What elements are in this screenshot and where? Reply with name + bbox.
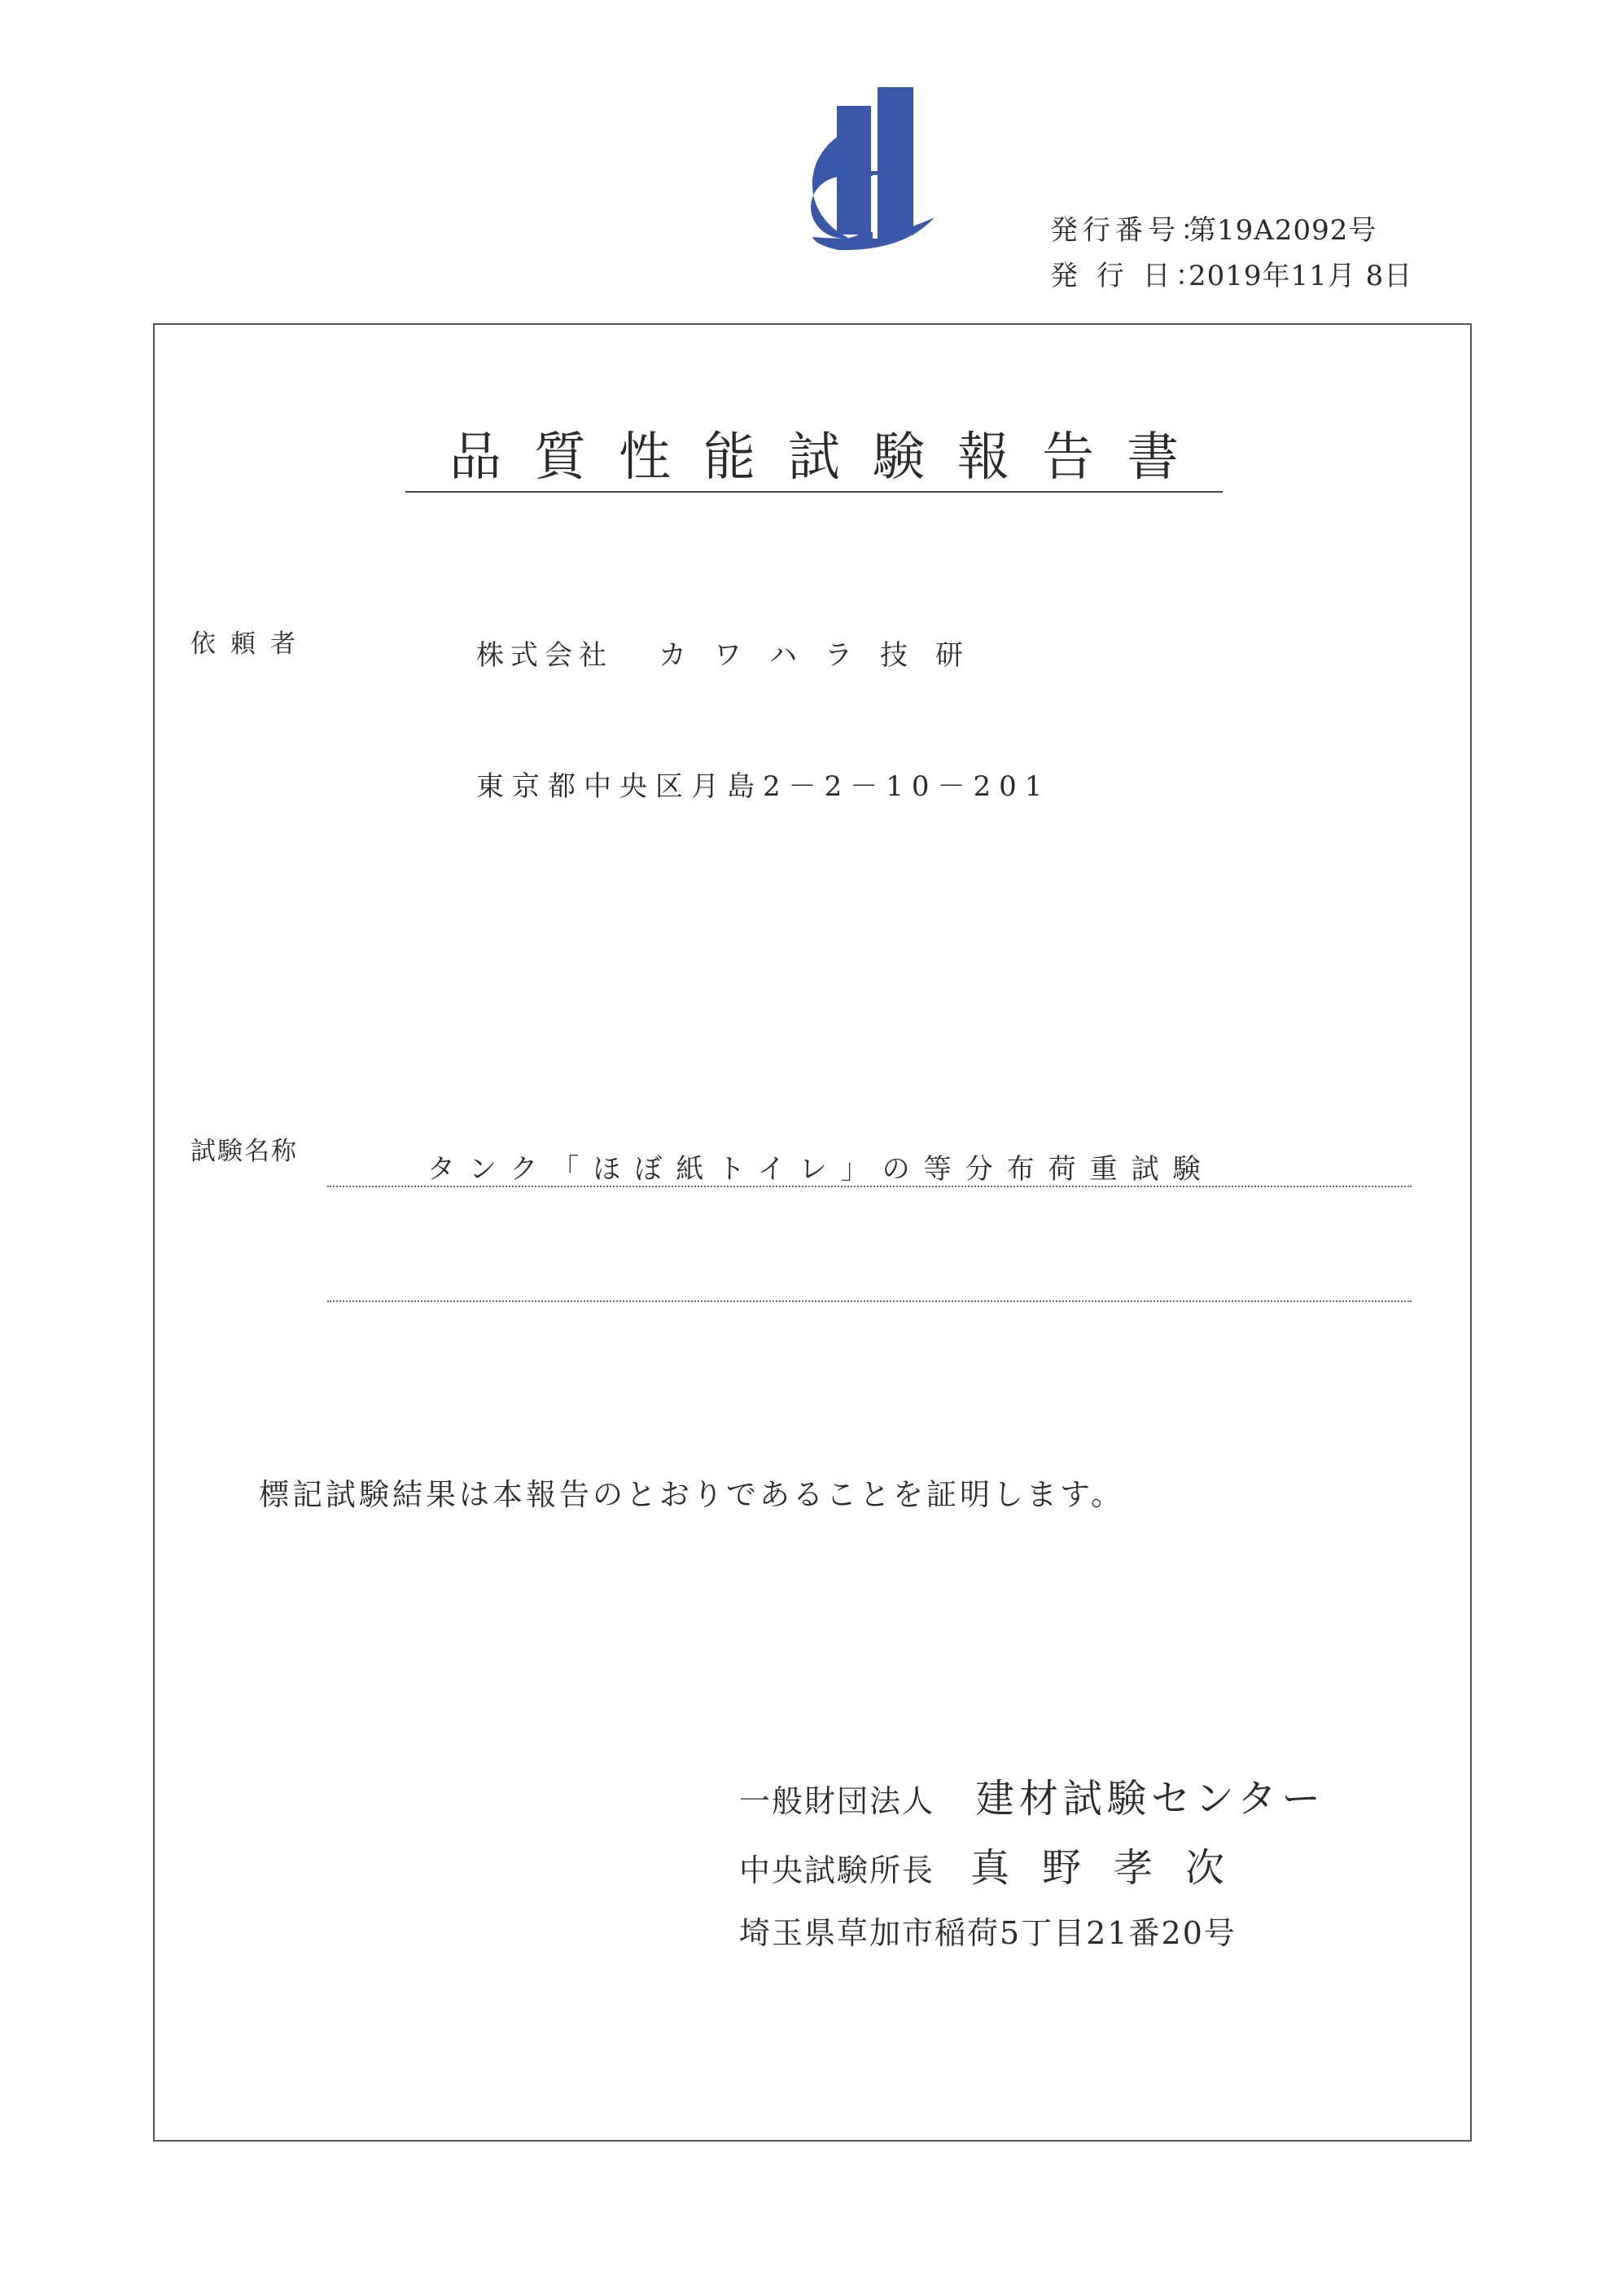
client-address: 東京都中央区月島2－2－10－201: [476, 770, 1051, 803]
issue-date-label: 発 行 日：: [1050, 260, 1208, 292]
certification-statement: 標記試験結果は本報告のとおりであることを証明します。: [259, 1477, 1125, 1512]
issue-date-value: 2019年11月 8日: [1188, 260, 1413, 292]
issue-number-row: [1050, 208, 1412, 253]
signatory-organization: [739, 1767, 1325, 1823]
title-underline: [405, 491, 1223, 493]
issue-info: [1050, 208, 1412, 299]
document-title: 品質性能試験報告書: [449, 428, 1211, 488]
organization-type: 一般財団法人: [739, 1783, 935, 1819]
building-center-logo-icon: [741, 77, 936, 252]
dotted-line: [327, 1186, 1412, 1187]
client-label: 依頼者: [190, 629, 310, 659]
signatory-position: 中央試験所長: [739, 1852, 935, 1888]
signatory-person: [739, 1836, 1257, 1892]
issue-date-row: [1050, 253, 1412, 299]
company-name: カワハラ技研: [659, 639, 991, 672]
test-name: タンク「ほぼ紙トイレ」の等分布荷重試験: [427, 1153, 1215, 1186]
client-company: [476, 633, 991, 673]
issue-number-label: 発行番号：: [1050, 214, 1213, 247]
dotted-line: [327, 1300, 1412, 1302]
issue-number-value: 第19A2092号: [1188, 214, 1377, 247]
company-prefix: 株式会社: [476, 639, 613, 672]
organization-name: 建材試験センター: [975, 1776, 1326, 1822]
signatory-address: 埼玉県草加市稲荷5丁目21番20号: [739, 1915, 1237, 1951]
test-name-label: 試験名称: [190, 1137, 298, 1166]
signatory-name: 真野孝次: [970, 1845, 1258, 1891]
